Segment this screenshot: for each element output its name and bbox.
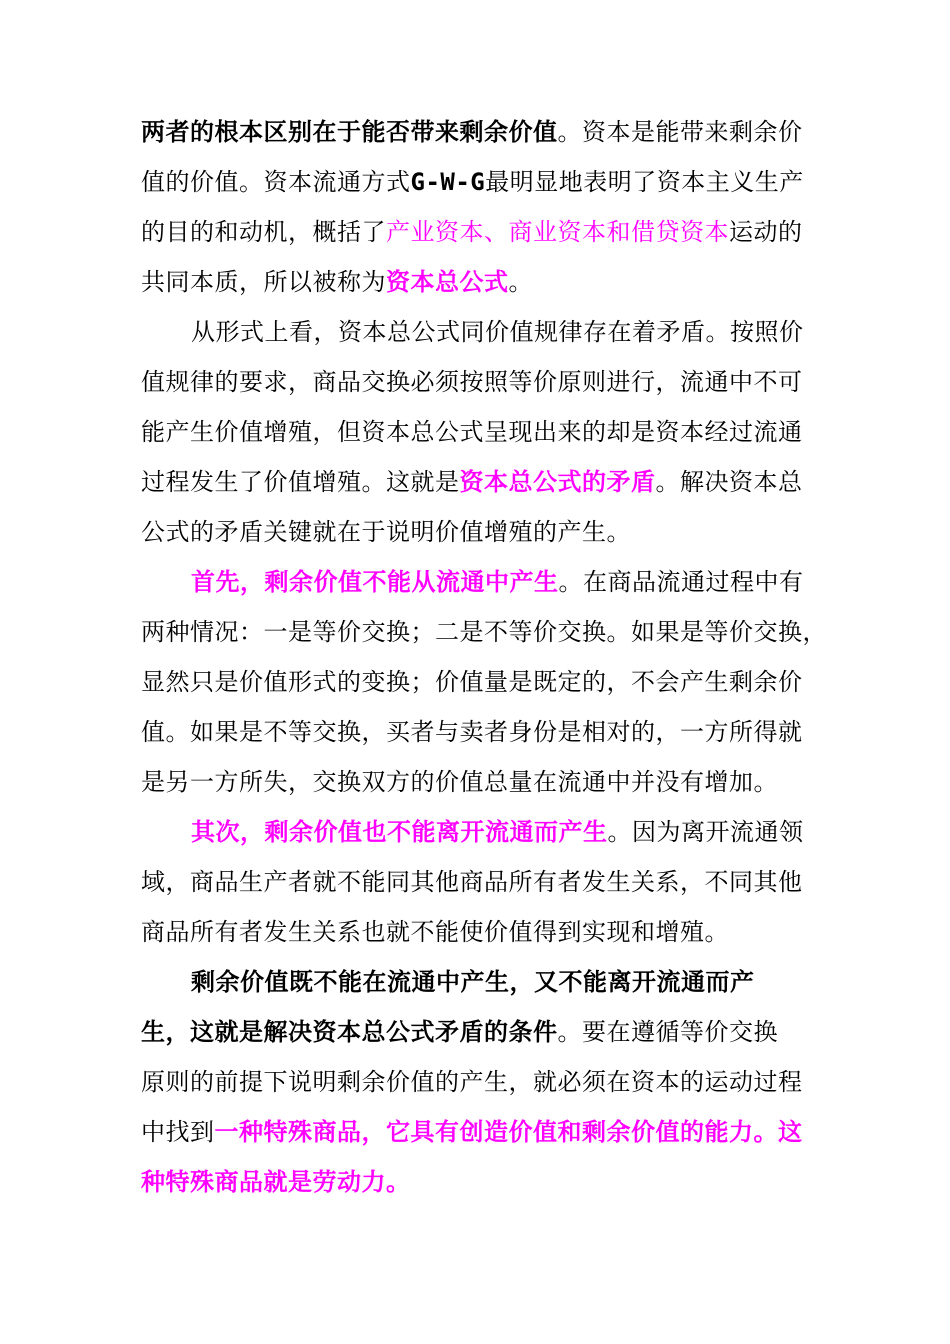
highlight-term: 资本总公式的矛盾 [459, 468, 656, 496]
highlight-phrase: 一种特殊商品，它具有创造价值和剩余价值的能力。这 [214, 1118, 803, 1146]
highlight-term: 资本总公式 [386, 268, 509, 296]
para2-line3: 能产生价值增殖，但资本总公式呈现出来的却是资本经过流通 [141, 418, 803, 446]
para1-line2 [141, 167, 804, 197]
para4-line1 [191, 817, 804, 847]
para5-line2 [141, 1017, 778, 1047]
text-run: 。资本是能带来剩余价 [557, 118, 803, 146]
para3-line2: 两种情况：一是等价交换；二是不等价交换。如果是等价交换， [141, 618, 827, 646]
para5-line3: 原则的前提下说明剩余价值的产生，就必须在资本的运动过程 [141, 1068, 803, 1096]
text-run: 。因为离开流通领 [607, 818, 804, 846]
highlight-phrase: 产业资本、商业资本和借贷资本 [386, 218, 729, 246]
para1-line1 [141, 117, 803, 147]
bold-phrase: 生，这就是解决资本总公式矛盾的条件 [141, 1018, 558, 1046]
para2-line4 [141, 467, 803, 497]
text-run: 共同本质，所以被称为 [141, 268, 386, 296]
text-run: 最明显地表明了资本主义生产 [485, 168, 804, 196]
para2-line1: 从形式上看，资本总公式同价值规律存在着矛盾。按照价 [191, 318, 804, 346]
para3-line1 [191, 567, 804, 597]
text-run: 。 [508, 268, 533, 296]
para4-line3: 商品所有者发生关系也就不能使价值得到实现和增殖。 [141, 918, 729, 946]
para5-line5: 种特殊商品就是劳动力。 [141, 1168, 411, 1196]
para3-line3: 显然只是价值形式的变换；价值量是既定的，不会产生剩余价 [141, 668, 803, 696]
text-run: 。解决资本总 [655, 468, 803, 496]
para5-line4 [141, 1117, 803, 1147]
formula-code: G-W-G [410, 168, 486, 196]
para4-line2: 域，商品生产者就不能同其他商品所有者发生关系，不同其他 [141, 868, 803, 896]
text-run: 值的价值。资本流通方式 [141, 168, 411, 196]
text-run: 中找到 [141, 1118, 215, 1146]
para3-line4: 值。如果是不等交换，买者与卖者身份是相对的，一方所得就 [141, 718, 803, 746]
para5-line1: 剩余价值既不能在流通中产生，又不能离开流通而产 [191, 968, 755, 996]
para1-line3 [141, 217, 803, 247]
para2-line2: 值规律的要求，商品交换必须按照等价原则进行，流通中不可 [141, 368, 803, 396]
text-run: 。要在遵循等价交换 [557, 1018, 778, 1046]
para3-line5: 是另一方所失，交换双方的价值总量在流通中并没有增加。 [141, 768, 778, 796]
highlight-heading: 首先，剩余价值不能从流通中产生 [191, 568, 559, 596]
text-run: 运动的 [729, 218, 803, 246]
text-run: 。在商品流通过程中有 [558, 568, 804, 596]
text-run: 过程发生了价值增殖。这就是 [141, 468, 460, 496]
bold-phrase: 两者的根本区别在于能否带来剩余价值 [141, 118, 558, 146]
highlight-heading: 其次，剩余价值也不能离开流通而产生 [191, 818, 608, 846]
text-run: 的目的和动机，概括了 [141, 218, 386, 246]
para1-line4 [141, 267, 533, 297]
para2-line5: 公式的矛盾关键就在于说明价值增殖的产生。 [141, 518, 631, 546]
